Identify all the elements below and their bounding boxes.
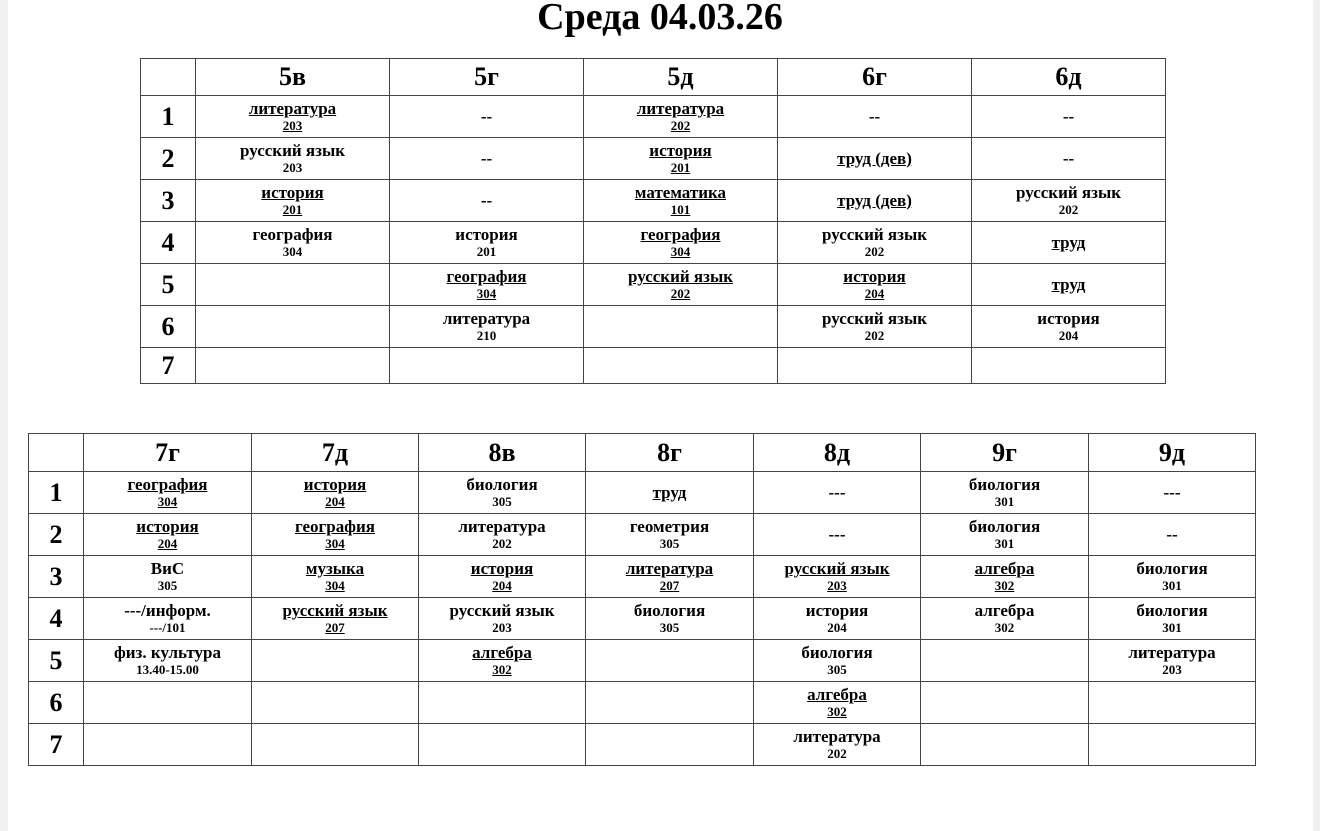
lesson-cell	[390, 138, 584, 180]
lesson-number: 1	[141, 96, 196, 138]
lesson-cell	[390, 180, 584, 222]
lesson-cell	[921, 682, 1089, 724]
room-number: 304	[325, 578, 345, 593]
lesson-cell	[754, 724, 921, 766]
subject-name: русский язык	[239, 141, 346, 160]
room-number: 202	[864, 328, 885, 343]
room-number: 202	[1058, 202, 1079, 217]
lesson-number: 2	[141, 138, 196, 180]
corner-cell	[29, 434, 84, 472]
lesson-cell	[84, 724, 252, 766]
lesson-cell	[584, 96, 778, 138]
subject-name: биология	[466, 475, 538, 494]
room-number: 304	[476, 286, 497, 301]
lesson-cell	[196, 96, 390, 138]
lesson-cell	[921, 724, 1089, 766]
lesson-cell	[921, 472, 1089, 514]
lesson-cell	[252, 514, 419, 556]
room-number: 305	[157, 578, 178, 593]
lesson-number: 1	[29, 472, 84, 514]
lesson-cell	[584, 348, 778, 384]
room-number: 304	[282, 244, 303, 259]
subject-name: физ. культура	[114, 643, 221, 662]
subject-name: алгебра	[472, 643, 532, 662]
lesson-cell	[1089, 598, 1256, 640]
lesson-cell	[778, 264, 972, 306]
room-number: 207	[659, 578, 680, 593]
lesson-cell	[921, 598, 1089, 640]
lesson-cell	[778, 96, 972, 138]
room-number: 302	[994, 620, 1015, 635]
class-header: 5г	[390, 59, 584, 96]
lesson-cell	[252, 640, 419, 682]
lesson-number: 3	[29, 556, 84, 598]
subject-name: музыка	[305, 559, 365, 578]
header-row	[141, 59, 1166, 96]
subject-name: литература	[442, 309, 531, 328]
lesson-cell	[972, 222, 1166, 264]
room-number: 201	[670, 160, 691, 175]
subject-name: биология	[801, 643, 873, 662]
subject-name: история	[649, 141, 712, 160]
lesson-cell	[778, 306, 972, 348]
lesson-cell	[586, 598, 754, 640]
lesson-cell	[84, 682, 252, 724]
lesson-cell	[196, 306, 390, 348]
lesson-cell	[921, 556, 1089, 598]
lesson-number: 7	[29, 724, 84, 766]
room-number: 13.40-15.00	[136, 662, 199, 677]
lesson-cell	[586, 640, 754, 682]
lesson-cell	[252, 472, 419, 514]
lesson-cell	[196, 264, 390, 306]
lesson-cell	[419, 556, 586, 598]
subject-name: русский язык	[449, 601, 555, 620]
lesson-number: 6	[141, 306, 196, 348]
subject-name: русский язык	[821, 225, 928, 244]
room-number: 203	[492, 620, 512, 635]
lesson-cell	[84, 514, 252, 556]
lesson-cell	[754, 514, 921, 556]
page-title: Среда 04.03.26	[537, 0, 783, 38]
lesson-number: 3	[141, 180, 196, 222]
subject-name: литература	[248, 99, 337, 118]
subject-name: география	[252, 225, 333, 244]
class-header: 6г	[778, 59, 972, 96]
room-number: 202	[670, 118, 691, 133]
lesson-cell	[921, 514, 1089, 556]
lesson-cell	[419, 682, 586, 724]
lesson-cell	[754, 598, 921, 640]
lesson-cell	[390, 96, 584, 138]
subject-name: литература	[636, 99, 725, 118]
room-number: 305	[827, 662, 847, 677]
lesson-row	[141, 222, 1166, 264]
subject-name: --	[480, 106, 493, 126]
subject-name: русский язык	[784, 559, 890, 578]
schedule-table-grades-7-9	[28, 433, 1256, 766]
lesson-cell	[584, 306, 778, 348]
lesson-cell	[390, 264, 584, 306]
room-number: 204	[1058, 328, 1079, 343]
room-number: 302	[827, 704, 847, 719]
lesson-row	[141, 264, 1166, 306]
room-number: 204	[157, 536, 178, 551]
room-number: 207	[325, 620, 345, 635]
subject-name: биология	[1136, 559, 1208, 578]
subject-name: биология	[1136, 601, 1208, 620]
lesson-cell	[972, 180, 1166, 222]
subject-name: --	[480, 190, 493, 210]
lesson-cell	[419, 598, 586, 640]
lesson-row	[29, 556, 1256, 598]
subject-name: география	[446, 267, 527, 286]
lesson-number: 7	[141, 348, 196, 384]
lesson-cell	[778, 222, 972, 264]
lesson-cell	[1089, 514, 1256, 556]
room-number: 301	[994, 536, 1015, 551]
subject-name: история	[261, 183, 324, 202]
lesson-cell	[1089, 682, 1256, 724]
subject-name: алгебра	[974, 559, 1035, 578]
subject-name: --	[480, 148, 493, 168]
lesson-row	[141, 138, 1166, 180]
room-number: 204	[864, 286, 885, 301]
lesson-cell	[252, 682, 419, 724]
room-number: 304	[325, 536, 345, 551]
class-header: 6д	[972, 59, 1166, 96]
subject-name: труд (дев)	[837, 190, 912, 210]
subject-name: история	[136, 517, 199, 536]
lesson-cell	[754, 682, 921, 724]
subject-name: ---	[828, 524, 846, 544]
room-number: ---/101	[149, 620, 186, 635]
subject-name: --	[1166, 524, 1178, 544]
lesson-row	[29, 724, 1256, 766]
class-header: 7д	[252, 434, 419, 472]
subject-name: литература	[793, 727, 881, 746]
room-number: 204	[827, 620, 847, 635]
room-number: 210	[476, 328, 497, 343]
lesson-number: 5	[29, 640, 84, 682]
lesson-cell	[196, 348, 390, 384]
subject-name: история	[455, 225, 518, 244]
lesson-number: 5	[141, 264, 196, 306]
lesson-cell	[586, 682, 754, 724]
subject-name: история	[303, 475, 367, 494]
subject-name: русский язык	[821, 309, 928, 328]
lesson-cell	[584, 264, 778, 306]
room-number: 301	[1162, 620, 1182, 635]
subject-name: ---	[1163, 482, 1181, 502]
lesson-cell	[84, 472, 252, 514]
subject-name: литература	[625, 559, 714, 578]
subject-name: русский язык	[627, 267, 734, 286]
lesson-cell	[390, 348, 584, 384]
lesson-cell	[390, 306, 584, 348]
room-number: 305	[659, 536, 680, 551]
lesson-cell	[972, 306, 1166, 348]
lesson-cell	[586, 472, 754, 514]
subject-name: математика	[634, 183, 727, 202]
lesson-row	[141, 348, 1166, 384]
subject-name: литература	[458, 517, 546, 536]
room-number: 302	[994, 578, 1015, 593]
lesson-cell	[921, 640, 1089, 682]
lesson-row	[29, 514, 1256, 556]
room-number: 201	[476, 244, 497, 259]
corner-cell	[141, 59, 196, 96]
lesson-cell	[419, 640, 586, 682]
class-header: 8г	[586, 434, 754, 472]
lesson-cell	[419, 724, 586, 766]
subject-name: труд (дев)	[837, 148, 912, 168]
lesson-row	[141, 306, 1166, 348]
room-number: 301	[1162, 578, 1182, 593]
subject-name: биология	[968, 475, 1041, 494]
lesson-cell	[586, 514, 754, 556]
subject-name: география	[640, 225, 721, 244]
room-number: 203	[282, 118, 303, 133]
subject-name: ---/информ.	[124, 601, 211, 620]
lesson-cell	[252, 724, 419, 766]
lesson-cell	[84, 640, 252, 682]
lesson-cell	[584, 138, 778, 180]
room-number: 202	[864, 244, 885, 259]
room-number: 305	[492, 494, 512, 509]
lesson-cell	[586, 724, 754, 766]
room-number: 204	[325, 494, 345, 509]
subject-name: геометрия	[629, 517, 710, 536]
room-number: 305	[659, 620, 680, 635]
subject-name: русский язык	[1015, 183, 1122, 202]
lesson-cell	[196, 222, 390, 264]
lesson-cell	[584, 180, 778, 222]
subject-name: труд	[1051, 232, 1086, 252]
lesson-cell	[778, 138, 972, 180]
lesson-cell	[419, 514, 586, 556]
lesson-cell	[419, 472, 586, 514]
subject-name: алгебра	[974, 601, 1035, 620]
room-number: 204	[492, 578, 512, 593]
lesson-number: 6	[29, 682, 84, 724]
class-header: 8в	[419, 434, 586, 472]
lesson-cell	[584, 222, 778, 264]
room-number: 203	[1162, 662, 1182, 677]
lesson-row	[29, 472, 1256, 514]
subject-name: биология	[633, 601, 706, 620]
subject-name: литература	[1128, 643, 1216, 662]
class-header: 9д	[1089, 434, 1256, 472]
subject-name: ---	[828, 482, 846, 502]
lesson-cell	[754, 556, 921, 598]
room-number: 202	[670, 286, 691, 301]
class-header: 9г	[921, 434, 1089, 472]
lesson-cell	[84, 556, 252, 598]
lesson-cell	[972, 96, 1166, 138]
lesson-number: 4	[29, 598, 84, 640]
subject-name: история	[843, 267, 906, 286]
room-number: 203	[282, 160, 303, 175]
subject-name: русский язык	[282, 601, 388, 620]
lesson-cell	[778, 180, 972, 222]
subject-name: --	[1062, 148, 1075, 168]
room-number: 202	[827, 746, 847, 761]
subject-name: история	[1037, 309, 1100, 328]
lesson-row	[141, 180, 1166, 222]
class-header: 5в	[196, 59, 390, 96]
lesson-cell	[1089, 472, 1256, 514]
subject-name: география	[295, 517, 375, 536]
lesson-cell	[84, 598, 252, 640]
schedule-table-grades-5-6	[140, 58, 1166, 384]
lesson-cell	[196, 138, 390, 180]
lesson-row	[29, 682, 1256, 724]
room-number: 203	[827, 578, 847, 593]
room-number: 304	[157, 494, 178, 509]
lesson-row	[29, 640, 1256, 682]
lesson-cell	[252, 598, 419, 640]
room-number: 202	[492, 536, 512, 551]
lesson-cell	[252, 556, 419, 598]
lesson-cell	[1089, 556, 1256, 598]
subject-name: --	[1062, 106, 1075, 126]
lesson-cell	[972, 264, 1166, 306]
subject-name: труд	[652, 482, 687, 502]
room-number: 201	[282, 202, 303, 217]
lesson-cell	[972, 138, 1166, 180]
room-number: 304	[670, 244, 691, 259]
lesson-number: 4	[141, 222, 196, 264]
subject-name: история	[805, 601, 869, 620]
subject-name: география	[127, 475, 208, 494]
lesson-cell	[196, 180, 390, 222]
lesson-cell	[1089, 724, 1256, 766]
subject-name: труд	[1051, 274, 1086, 294]
lesson-row	[29, 598, 1256, 640]
room-number: 101	[670, 202, 691, 217]
subject-name: ВиС	[150, 559, 185, 578]
lesson-row	[141, 96, 1166, 138]
class-header: 8д	[754, 434, 921, 472]
lesson-cell	[1089, 640, 1256, 682]
subject-name: биология	[968, 517, 1041, 536]
lesson-number: 2	[29, 514, 84, 556]
lesson-cell	[754, 472, 921, 514]
subject-name: история	[470, 559, 534, 578]
lesson-cell	[972, 348, 1166, 384]
room-number: 301	[994, 494, 1015, 509]
class-header: 5д	[584, 59, 778, 96]
subject-name: --	[868, 106, 881, 126]
room-number: 302	[492, 662, 512, 677]
lesson-cell	[586, 556, 754, 598]
subject-name: алгебра	[807, 685, 867, 704]
header-row	[29, 434, 1256, 472]
lesson-cell	[754, 640, 921, 682]
class-header: 7г	[84, 434, 252, 472]
lesson-cell	[778, 348, 972, 384]
lesson-cell	[390, 222, 584, 264]
